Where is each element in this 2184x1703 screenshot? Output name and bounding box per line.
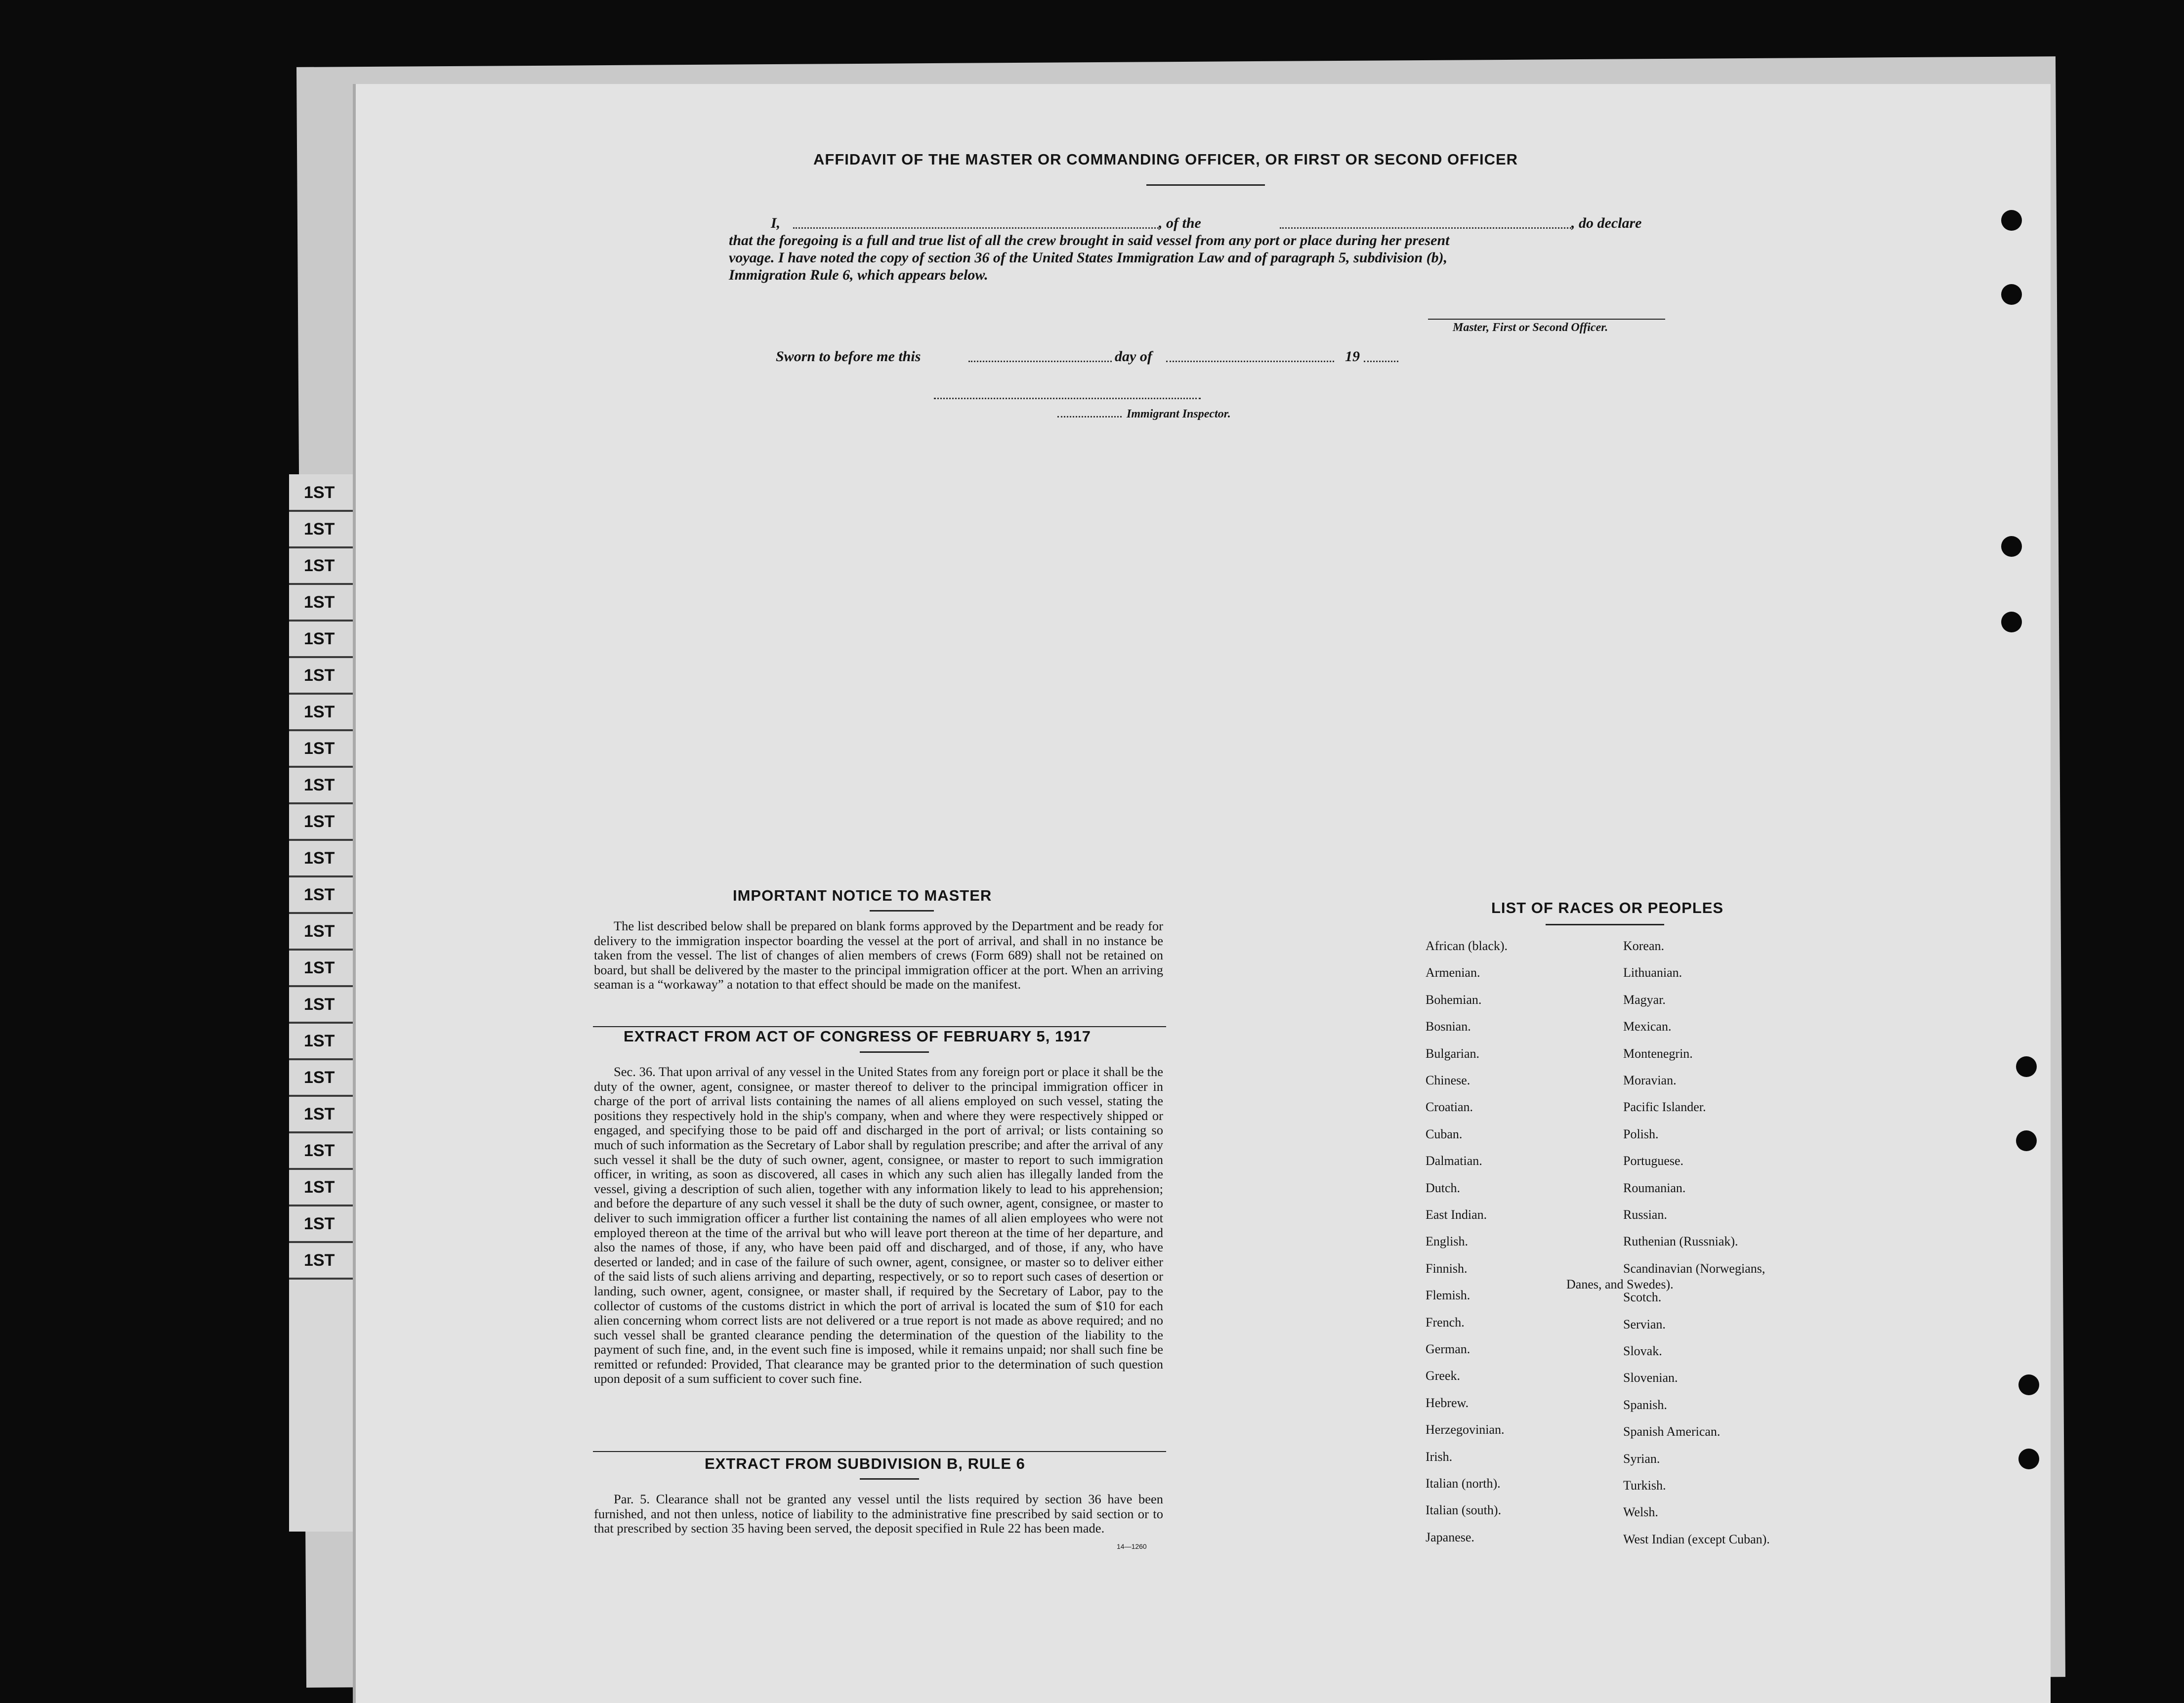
edge-row <box>289 474 358 512</box>
edge-row-label: 1ST <box>304 995 335 1014</box>
edge-row <box>289 1169 358 1206</box>
race-item: English. <box>1426 1234 1468 1249</box>
race-item: Herzegovinian. <box>1426 1422 1505 1437</box>
edge-row <box>289 1023 358 1060</box>
race-item: Slovak. <box>1623 1344 1662 1358</box>
inspector-signature-blank[interactable] <box>934 398 1201 399</box>
race-item: Dutch. <box>1426 1180 1461 1195</box>
edge-row <box>289 657 358 695</box>
race-item: Korean. <box>1623 939 1665 953</box>
inspector-caption: Immigrant Inspector. <box>1127 408 1231 420</box>
section-rule <box>593 1026 1166 1027</box>
vessel-of-the-label: , of the <box>1159 215 1201 231</box>
race-item: Hebrew. <box>1426 1395 1469 1410</box>
race-item: Bohemian. <box>1426 992 1482 1007</box>
race-item: Dalmatian. <box>1426 1154 1482 1168</box>
edge-row <box>289 621 358 658</box>
edge-row-label: 1ST <box>304 1032 335 1050</box>
race-item: French. <box>1426 1315 1465 1329</box>
race-item: Portuguese. <box>1623 1154 1684 1168</box>
sworn-label: Sworn to before me this <box>776 348 921 365</box>
race-item: German. <box>1426 1342 1470 1356</box>
notice-text: The list described below shall be prepared on blank forms approved by the Department and be ready for delivery to the immigration inspector boarding the vessel at the port of arrival, and shall in no instance be taken from the vessel. The list of changes of alien members of crews (Form 689) shall not be retained on board, but shall be delivered by the master to the principal immigration officer at the port. When an arriving seaman is a “workaway” a notation to that effect should be made on the manifest. <box>594 918 1163 992</box>
edge-row <box>289 913 358 951</box>
form-number: 14—1260 <box>1117 1542 1147 1550</box>
declarant-name-blank[interactable] <box>793 227 1159 229</box>
punch-hole <box>2016 1056 2037 1077</box>
punch-hole <box>2016 1130 2037 1151</box>
edge-row <box>289 876 358 914</box>
declare-label: , do declare <box>1571 215 1642 231</box>
race-item: Greek. <box>1426 1369 1461 1383</box>
race-item: Flemish. <box>1426 1288 1470 1303</box>
day-of-label: day of <box>1115 348 1152 365</box>
race-item: Magyar. <box>1623 992 1666 1007</box>
race-item: Cuban. <box>1426 1126 1463 1141</box>
edge-row <box>289 584 358 622</box>
punch-hole <box>2018 1374 2039 1395</box>
race-item: Armenian. <box>1426 965 1480 980</box>
sworn-day-blank[interactable] <box>968 361 1112 362</box>
edge-row-label: 1ST <box>304 1105 335 1123</box>
punch-hole <box>2001 210 2022 231</box>
edge-row-label: 1ST <box>304 849 335 868</box>
races-title: LIST OF RACES OR PEOPLES <box>1491 899 1724 916</box>
edge-row-label: 1ST <box>304 629 335 648</box>
rule-underline <box>860 1478 919 1480</box>
rule-extract-text: Par. 5. Clearance shall not be granted any vessel until the lists required by section 36 have been furnished, and not then unless, notice of liability to the administrative fine prescribed by said section or to that prescribed by section 35 having been served, the deposit specified in Rule 22 has been made. <box>594 1492 1163 1536</box>
edge-row-label: 1ST <box>304 1251 335 1270</box>
sworn-year-blank[interactable] <box>1364 361 1398 362</box>
race-item: African (black). <box>1426 939 1508 953</box>
race-item: Finnish. <box>1426 1261 1468 1276</box>
punch-hole <box>2018 1449 2039 1469</box>
signature-caption: Master, First or Second Officer. <box>1453 321 1608 334</box>
race-item: Ruthenian (Russniak). <box>1623 1234 1738 1249</box>
race-item: East Indian. <box>1426 1207 1487 1222</box>
edge-row <box>289 1059 358 1097</box>
edge-row <box>289 1132 358 1170</box>
affidavit-title: AFFIDAVIT OF THE MASTER OR COMMANDING OFFICER, OR FIRST OR SECOND OFFICER <box>813 151 1518 168</box>
race-item: Spanish. <box>1623 1397 1667 1412</box>
edge-row <box>289 986 358 1024</box>
edge-row-label: 1ST <box>304 703 335 721</box>
notice-underline <box>870 910 934 912</box>
edge-row-label: 1ST <box>304 776 335 794</box>
race-item: Welsh. <box>1623 1505 1658 1520</box>
edge-row-label: 1ST <box>304 958 335 977</box>
edge-row-label: 1ST <box>304 1178 335 1197</box>
edge-row-label: 1ST <box>304 483 335 502</box>
edge-row-label: 1ST <box>304 593 335 612</box>
race-item: Croatian. <box>1426 1100 1473 1115</box>
race-item: Spanish American. <box>1623 1424 1721 1439</box>
edge-row <box>289 840 358 877</box>
race-item: Pacific Islander. <box>1623 1100 1706 1115</box>
race-item: Irish. <box>1426 1449 1453 1464</box>
races-underline <box>1546 924 1664 925</box>
race-item: Japanese. <box>1426 1530 1474 1544</box>
edge-row <box>289 511 358 548</box>
edge-row-label: 1ST <box>304 666 335 685</box>
race-item: Scandinavian (Norwegians, <box>1623 1261 1765 1276</box>
edge-row-label: 1ST <box>304 1141 335 1160</box>
section-rule <box>593 1451 1166 1452</box>
edge-row-label: 1ST <box>304 1068 335 1087</box>
race-item: Lithuanian. <box>1623 965 1682 980</box>
race-item: Servian. <box>1623 1317 1666 1331</box>
edge-row-label: 1ST <box>304 739 335 758</box>
edge-row-label: 1ST <box>304 520 335 539</box>
race-item: Bulgarian. <box>1426 1046 1480 1061</box>
rule-extract-title: EXTRACT FROM SUBDIVISION B, RULE 6 <box>705 1455 1025 1472</box>
race-continuation: Danes, and Swedes). <box>1566 1277 1674 1291</box>
race-item: Roumanian. <box>1623 1180 1686 1195</box>
previous-page-edge <box>289 474 360 1532</box>
edge-row <box>289 694 358 731</box>
edge-row-label: 1ST <box>304 885 335 904</box>
act-extract-text: Sec. 36. That upon arrival of any vessel in the United States from any foreign port or place it shall be the duty of the owner, agent, consignee, or master thereof to deliver to the principal immigration officer in charge of the port of arrival lists containing the names of all aliens employed on such vessel, stating the positions they respectively hold in the ship's company, when and where they were respectively shipped or engaged, and specifying those to be paid off and discharged in the port of arrival; or lists containing so much of such information as the Secretary of Labor shall by regulation prescribe; and after the arrival of any such vessel it shall be the duty of such owner, agent, consignee, or master to report to such immigration officer, in writing, as soon as discovered, all cases in which any such alien has illegally landed from the vessel, giving a description of such alien, together with any information likely to lead to his apprehension; and before the departure of any such vessel it shall be the duty of such owner, agent, consignee, or master to deliver to such immigration officer a further list containing the names of all alien employees who were not employed thereon at the time of the arrival but who will leave port thereon at the time of her departure, and also the names of those, if any, who have been paid off and discharged, and of those, if any, who have deserted or landed; and in case of the failure of such owner, agent, consignee, or master so to deliver either of the said lists of such aliens arriving and departing, respectively, or so to report such cases of desertion or landing, such owner, agent, consignee, or master shall, if required by the Secretary of Labor, pay to the collector of customs of the customs district in which the port of arrival is located the sum of $10 for each alien concerning whom correct lists are not delivered or a true report is not made as above required; and no such vessel shall be granted clearance pending the determination of the question of the liability to the payment of such fine, and, in the event such fine is imposed, while it remains unpaid; nor shall such fine be remitted or refunded: Provided, That clearance may be granted prior to the determination of such question upon deposit of a sum sufficient to cover such fine. <box>594 1064 1163 1386</box>
edge-row-label: 1ST <box>304 922 335 941</box>
declarant-prefix: I, <box>771 215 781 231</box>
edge-row-label: 1ST <box>304 556 335 575</box>
race-item: Slovenian. <box>1623 1371 1678 1385</box>
race-item: Polish. <box>1623 1126 1659 1141</box>
race-item: Russian. <box>1623 1207 1667 1222</box>
affidavit-line-3: Immigration Rule 6, which appears below. <box>729 267 988 283</box>
edge-row-label: 1ST <box>304 812 335 831</box>
act-underline <box>860 1051 929 1053</box>
race-item: Bosnian. <box>1426 1019 1471 1034</box>
title-underline <box>1146 184 1265 186</box>
inspector-name-blank[interactable] <box>1057 416 1122 417</box>
race-item: Moravian. <box>1623 1073 1677 1087</box>
race-item: West Indian (except Cuban). <box>1623 1532 1770 1546</box>
edge-row <box>289 730 358 768</box>
edge-row <box>289 547 358 585</box>
punch-hole <box>2001 284 2022 305</box>
edge-row <box>289 950 358 987</box>
edge-row <box>289 803 358 841</box>
signature-line <box>1428 319 1665 320</box>
edge-row <box>289 767 358 804</box>
edge-row <box>289 1096 358 1133</box>
year-label: 19 <box>1345 348 1360 365</box>
race-item: Italian (north). <box>1426 1476 1501 1491</box>
race-item: Scotch. <box>1623 1290 1662 1305</box>
sworn-month-blank[interactable] <box>1166 361 1334 362</box>
edge-row-label: 1ST <box>304 1214 335 1233</box>
punch-hole <box>2001 612 2022 632</box>
vessel-name-blank[interactable] <box>1280 227 1571 229</box>
manifest-page <box>356 84 2051 1703</box>
race-item: Chinese. <box>1426 1073 1470 1087</box>
act-extract-title: EXTRACT FROM ACT OF CONGRESS OF FEBRUARY 5, 1917 <box>624 1028 1091 1045</box>
race-item: Turkish. <box>1623 1478 1666 1493</box>
affidavit-line-1: that the foregoing is a full and true list of all the crew brought in said vessel from any port or place during her present <box>729 232 1450 249</box>
edge-row <box>289 1242 358 1280</box>
race-item: Montenegrin. <box>1623 1046 1693 1061</box>
affidavit-line-2: voyage. I have noted the copy of section 36 of the United States Immigration Law and of paragraph 5, subdivision (b), <box>729 249 1448 266</box>
race-item: Syrian. <box>1623 1451 1660 1466</box>
race-item: Mexican. <box>1623 1019 1672 1034</box>
race-item: Italian (south). <box>1426 1503 1502 1518</box>
edge-row <box>289 1205 358 1243</box>
notice-title: IMPORTANT NOTICE TO MASTER <box>733 887 992 904</box>
punch-hole <box>2001 536 2022 557</box>
